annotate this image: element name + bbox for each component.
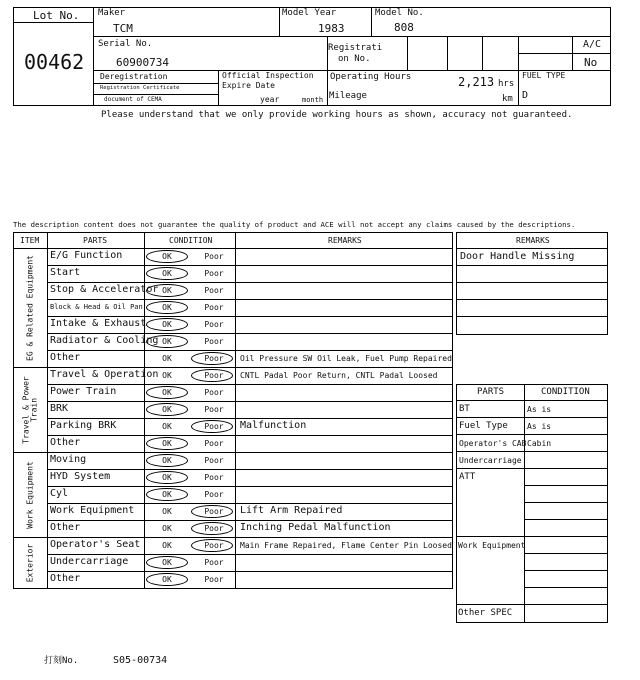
ac-label: A/C — [583, 39, 602, 50]
ok-option: OK — [162, 541, 172, 550]
spec-part-bt: BT — [459, 404, 470, 414]
ok-option: OK — [162, 490, 172, 499]
right-remarks-header: REMARKS — [516, 236, 550, 245]
selected-condition-oval — [191, 539, 233, 552]
spec-cond-operator-cab: Cabin — [527, 439, 552, 448]
fuel-type-label: FUEL TYPE — [522, 71, 566, 80]
part-label: Operator's Seat — [50, 539, 141, 550]
remark-text: Malfunction — [240, 420, 307, 431]
stamp-no-value: S05-00734 — [113, 655, 168, 666]
part-label: Block & Head & Oil Pan — [50, 303, 143, 311]
maker-label: Maker — [98, 8, 126, 18]
cema-document-label: document of CEMA — [104, 96, 162, 103]
remark-text: Oil Pressure SW Oil Leak, Fuel Pump Repaired — [240, 354, 452, 363]
hours-notice: Please understand that we only provide working hours as shown, accuracy not guaranteed. — [101, 110, 573, 120]
item-group-label: Travel & Power Train — [21, 375, 38, 444]
part-label: Cyl — [50, 488, 69, 499]
spec-condition-header: CONDITION — [541, 387, 590, 397]
poor-option: Poor — [204, 303, 224, 312]
ok-option: OK — [162, 422, 172, 431]
remark-text: Main Frame Repaired, Flame Center Pin Loosed — [240, 541, 452, 550]
selected-condition-oval — [146, 403, 188, 416]
ok-option: OK — [162, 507, 172, 516]
poor-option: Poor — [204, 354, 224, 363]
part-label: Travel & Operation — [50, 369, 159, 380]
spec-part-operator-cab: Operator's CAB — [459, 439, 527, 448]
registration-certificate-label: Registration Certificate — [100, 85, 180, 91]
part-label: Other — [50, 522, 81, 533]
selected-condition-oval — [191, 352, 233, 365]
ok-option: OK — [162, 473, 172, 482]
group-divider — [13, 452, 453, 453]
lot-label: Lot No. — [33, 9, 80, 22]
deregistration-label: Deregistration — [100, 72, 168, 81]
ok-option: OK — [162, 320, 172, 329]
km-label: km — [502, 94, 513, 104]
part-label: E/G Function — [50, 250, 123, 261]
ok-option: OK — [162, 558, 172, 567]
registration-label-1: Registrati — [328, 43, 383, 53]
spec-parts-header: PARTS — [477, 387, 505, 397]
col-parts-header: PARTS — [83, 236, 108, 245]
poor-option: Poor — [204, 405, 224, 414]
operating-hours-label: Operating Hours — [330, 72, 412, 82]
selected-condition-oval — [146, 318, 188, 331]
poor-option: Poor — [204, 252, 224, 261]
selected-condition-oval — [146, 454, 188, 467]
row-divider — [47, 469, 453, 470]
model-year-value: 1983 — [318, 22, 345, 35]
selected-condition-oval — [146, 284, 188, 297]
spec-part-fuel-type: Fuel Type — [459, 421, 508, 431]
ac-value: No — [584, 56, 598, 69]
item-group-label: Work Equipment — [25, 460, 34, 529]
selected-condition-oval — [146, 437, 188, 450]
disclaimer: The description content does not guarantee the quality of product and ACE will not accept any claims caused by the descriptions. — [13, 220, 576, 229]
col-item-header: ITEM — [20, 236, 40, 245]
ok-option: OK — [162, 405, 172, 414]
part-label: Moving — [50, 454, 87, 465]
row-divider — [47, 350, 453, 351]
poor-option: Poor — [204, 575, 224, 584]
selected-condition-oval — [191, 505, 233, 518]
selected-condition-oval — [146, 471, 188, 484]
remark-text: Inching Pedal Malfunction — [240, 522, 391, 533]
poor-option: Poor — [204, 388, 224, 397]
part-label: BRK — [50, 403, 69, 414]
inspection-label-2: Expire Date — [222, 81, 275, 90]
col-condition-header: CONDITION — [169, 236, 213, 245]
poor-option: Poor — [204, 286, 224, 295]
spec-work-equipment-label: Work Equipment — [458, 541, 526, 550]
registration-label-2: on No. — [338, 54, 371, 64]
selected-condition-oval — [146, 267, 188, 280]
part-label: Other — [50, 573, 81, 584]
part-label: Other — [50, 352, 81, 363]
selected-condition-oval — [146, 386, 188, 399]
ok-option: OK — [162, 354, 172, 363]
selected-condition-oval — [146, 335, 188, 348]
month-label: month — [302, 96, 324, 104]
ok-option: OK — [162, 456, 172, 465]
row-divider — [47, 418, 453, 419]
spec-att-label: ATT — [459, 472, 476, 482]
ok-option: OK — [162, 371, 172, 380]
selected-condition-oval — [191, 522, 233, 535]
group-divider — [13, 367, 453, 368]
row-divider — [47, 554, 453, 555]
maker-value: TCM — [113, 22, 133, 35]
remark-text: CNTL Padal Poor Return, CNTL Padal Loosed — [240, 371, 438, 380]
selected-condition-oval — [146, 488, 188, 501]
ok-option: OK — [162, 575, 172, 584]
row-divider — [47, 571, 453, 572]
poor-option: Poor — [204, 371, 224, 380]
year-label: year — [260, 95, 280, 104]
row-divider — [47, 384, 453, 385]
model-no-value: 808 — [394, 21, 414, 34]
selected-condition-oval — [146, 250, 188, 263]
ok-option: OK — [162, 252, 172, 261]
poor-option: Poor — [204, 473, 224, 482]
poor-option: Poor — [204, 507, 224, 516]
poor-option: Poor — [204, 558, 224, 567]
group-divider — [13, 537, 453, 538]
part-label: Stop & Accelerator — [50, 284, 159, 295]
row-divider — [47, 486, 453, 487]
spec-undercarriage-label: Undercarriage — [459, 456, 522, 465]
remark-text: Lift Arm Repaired — [240, 505, 343, 516]
row-divider — [47, 435, 453, 436]
poor-option: Poor — [204, 490, 224, 499]
hrs-label: hrs — [498, 79, 515, 89]
serial-label: Serial No. — [98, 39, 153, 49]
selected-condition-oval — [146, 573, 188, 586]
ok-option: OK — [162, 337, 172, 346]
selected-condition-oval — [191, 420, 233, 433]
selected-condition-oval — [146, 556, 188, 569]
poor-option: Poor — [204, 524, 224, 533]
row-divider — [47, 520, 453, 521]
part-label: Other — [50, 437, 81, 448]
lot-number: 00462 — [24, 50, 85, 74]
part-label: Work Equipment — [50, 505, 135, 516]
ok-option: OK — [162, 524, 172, 533]
model-year-label: Model Year — [282, 8, 337, 18]
ok-option: OK — [162, 269, 172, 278]
row-divider — [47, 299, 453, 300]
poor-option: Poor — [204, 422, 224, 431]
spec-cond-bt: As is — [527, 405, 552, 414]
part-label: Start — [50, 267, 81, 278]
poor-option: Poor — [204, 456, 224, 465]
ok-option: OK — [162, 286, 172, 295]
part-label: Intake & Exhaust — [50, 318, 147, 329]
fuel-type-value: D — [522, 90, 529, 101]
part-label: Radiator & Cooling — [50, 335, 159, 346]
selected-condition-oval — [191, 369, 233, 382]
stamp-no-label: 打刻No. — [44, 656, 79, 666]
part-label: Parking BRK — [50, 420, 117, 431]
row-divider — [47, 503, 453, 504]
poor-option: Poor — [204, 337, 224, 346]
poor-option: Poor — [204, 269, 224, 278]
remark-door-handle: Door Handle Missing — [460, 251, 575, 262]
row-divider — [47, 401, 453, 402]
mileage-label: Mileage — [329, 91, 367, 101]
item-group-label: Exterior — [25, 543, 34, 582]
selected-condition-oval — [146, 301, 188, 314]
ok-option: OK — [162, 439, 172, 448]
inspection-label-1: Official Inspection — [222, 71, 314, 80]
col-remarks-header: REMARKS — [328, 236, 362, 245]
part-label: Undercarriage — [50, 556, 129, 567]
poor-option: Poor — [204, 541, 224, 550]
part-label: Power Train — [50, 386, 117, 397]
poor-option: Poor — [204, 439, 224, 448]
poor-option: Poor — [204, 320, 224, 329]
model-no-label: Model No. — [375, 8, 424, 18]
item-group-label: EG & Related Equipment — [25, 254, 34, 361]
part-label: HYD System — [50, 471, 111, 482]
row-divider — [47, 333, 453, 334]
spec-other-spec-label: Other SPEC — [458, 608, 513, 618]
ok-option: OK — [162, 388, 172, 397]
operating-hours-value: 2,213 — [458, 75, 495, 89]
serial-value: 60900734 — [116, 56, 169, 69]
spec-cond-fuel-type: As is — [527, 422, 552, 431]
row-divider — [47, 265, 453, 266]
row-divider — [47, 316, 453, 317]
ok-option: OK — [162, 303, 172, 312]
row-divider — [47, 282, 453, 283]
